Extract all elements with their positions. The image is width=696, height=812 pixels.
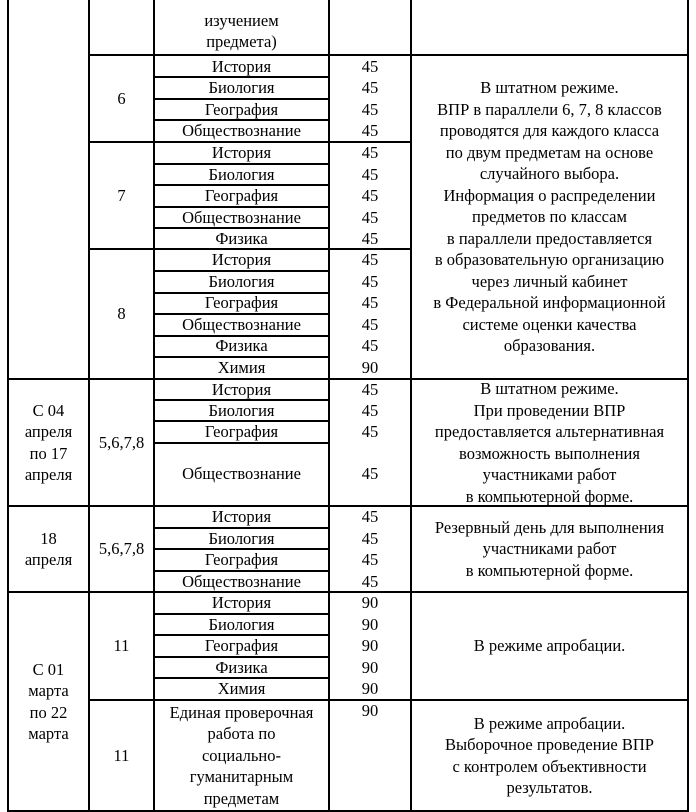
subject-cell: Биология xyxy=(208,77,275,97)
grade-cell: 8 xyxy=(117,304,126,324)
duration-cell: 45 xyxy=(361,142,379,162)
grade-cell: 7 xyxy=(117,185,126,205)
duration-cell: 45 xyxy=(361,549,379,569)
duration-cell: 90 xyxy=(361,701,379,721)
subject-cell: География xyxy=(204,421,279,441)
date-cell: 18 апреля xyxy=(24,528,73,569)
duration-cell: 45 xyxy=(361,271,379,291)
subject-cell: История xyxy=(211,56,272,76)
note-cell: Резервный день для выполнения участниками работ в компьютерной форме. xyxy=(434,517,665,580)
duration-cell: 90 xyxy=(361,592,379,612)
subject-cell: Физика xyxy=(215,657,268,677)
note-cell: В режиме апробации. xyxy=(473,636,626,656)
note-cell: В режиме апробации. Выборочное проведение ВПР с контролем объективности результатов. xyxy=(445,713,654,797)
duration-cell: 45 xyxy=(361,185,379,205)
duration-cell: 45 xyxy=(361,207,379,227)
subject-cell: История xyxy=(211,379,272,399)
duration-cell: 45 xyxy=(361,571,379,591)
subject-cell: Обществознание xyxy=(182,120,301,140)
subject-cell: Обществознание xyxy=(182,571,301,591)
grade-cell: 5,6,7,8 xyxy=(98,432,145,452)
subject-cell: История xyxy=(211,506,272,526)
subject-cell: История xyxy=(211,249,272,269)
subject-cell: Обществознание xyxy=(182,314,301,334)
table-border-bottom xyxy=(7,810,689,812)
subject-cell: Физика xyxy=(215,335,268,355)
subject-cell: Химия xyxy=(217,678,266,698)
subject-cell: Обществознание xyxy=(182,207,301,227)
grade-cell: 11 xyxy=(113,745,130,765)
duration-cell: 45 xyxy=(361,228,379,248)
table-border-right xyxy=(687,0,689,812)
duration-cell: 45 xyxy=(361,314,379,334)
subject-cell: Обществознание xyxy=(182,464,301,484)
duration-cell: 45 xyxy=(361,506,379,526)
duration-cell: 90 xyxy=(361,357,379,377)
subject-cell: География xyxy=(204,99,279,119)
subject-cell: Биология xyxy=(208,271,275,291)
duration-cell: 45 xyxy=(361,99,379,119)
duration-cell: 45 xyxy=(361,56,379,76)
subject-cell: Физика xyxy=(215,228,268,248)
grade-cell: 6 xyxy=(117,88,126,108)
note-cell: В штатном режиме. При проведении ВПР предоставляется альтернативная возможность выполнения участниками работ в компьютерной форме. xyxy=(434,379,665,506)
subject-cell: География xyxy=(204,549,279,569)
note-cell: В штатном режиме. ВПР в параллели 6, 7, 8 классов проводятся для каждого класса по двум предметам на основе случайного выбора. Информация о распределении предметов по классам в параллели предоставляется в образовательную организацию через личный кабинет в Федеральной информационной системе оценки качества образования. xyxy=(433,78,666,356)
subject-cell: География xyxy=(204,185,279,205)
grade-cell: 5,6,7,8 xyxy=(98,539,145,559)
subject-cell: Биология xyxy=(208,528,275,548)
duration-cell: 45 xyxy=(361,335,379,355)
duration-cell: 45 xyxy=(361,77,379,97)
duration-cell: 90 xyxy=(361,635,379,655)
date-cell: С 04 апреля по 17 апреля xyxy=(24,400,73,484)
subject-cell: Единая проверочная работа по социально- гуманитарным предметам xyxy=(169,702,314,808)
subject-cell: Биология xyxy=(208,164,275,184)
subject-cell: История xyxy=(211,142,272,162)
subject-cell: Биология xyxy=(208,400,275,420)
duration-cell: 45 xyxy=(361,249,379,269)
duration-cell: 90 xyxy=(361,657,379,677)
duration-cell: 45 xyxy=(361,464,379,484)
duration-cell: 45 xyxy=(361,528,379,548)
subject-cell: Химия xyxy=(217,357,266,377)
duration-cell: 45 xyxy=(361,292,379,312)
subject-cell: Биология xyxy=(208,614,275,634)
duration-cell: 45 xyxy=(361,164,379,184)
duration-cell: 45 xyxy=(361,421,379,441)
duration-cell: 90 xyxy=(361,614,379,634)
date-cell: С 01 марта по 22 марта xyxy=(28,659,69,743)
subject-cell: География xyxy=(204,635,279,655)
subject-cell: изучением предмета) xyxy=(204,10,279,51)
subject-cell: География xyxy=(204,292,279,312)
grade-cell: 11 xyxy=(113,636,130,656)
duration-cell: 45 xyxy=(361,379,379,399)
duration-cell: 45 xyxy=(361,400,379,420)
duration-cell: 90 xyxy=(361,678,379,698)
duration-cell: 45 xyxy=(361,120,379,140)
subject-cell: История xyxy=(211,592,272,612)
